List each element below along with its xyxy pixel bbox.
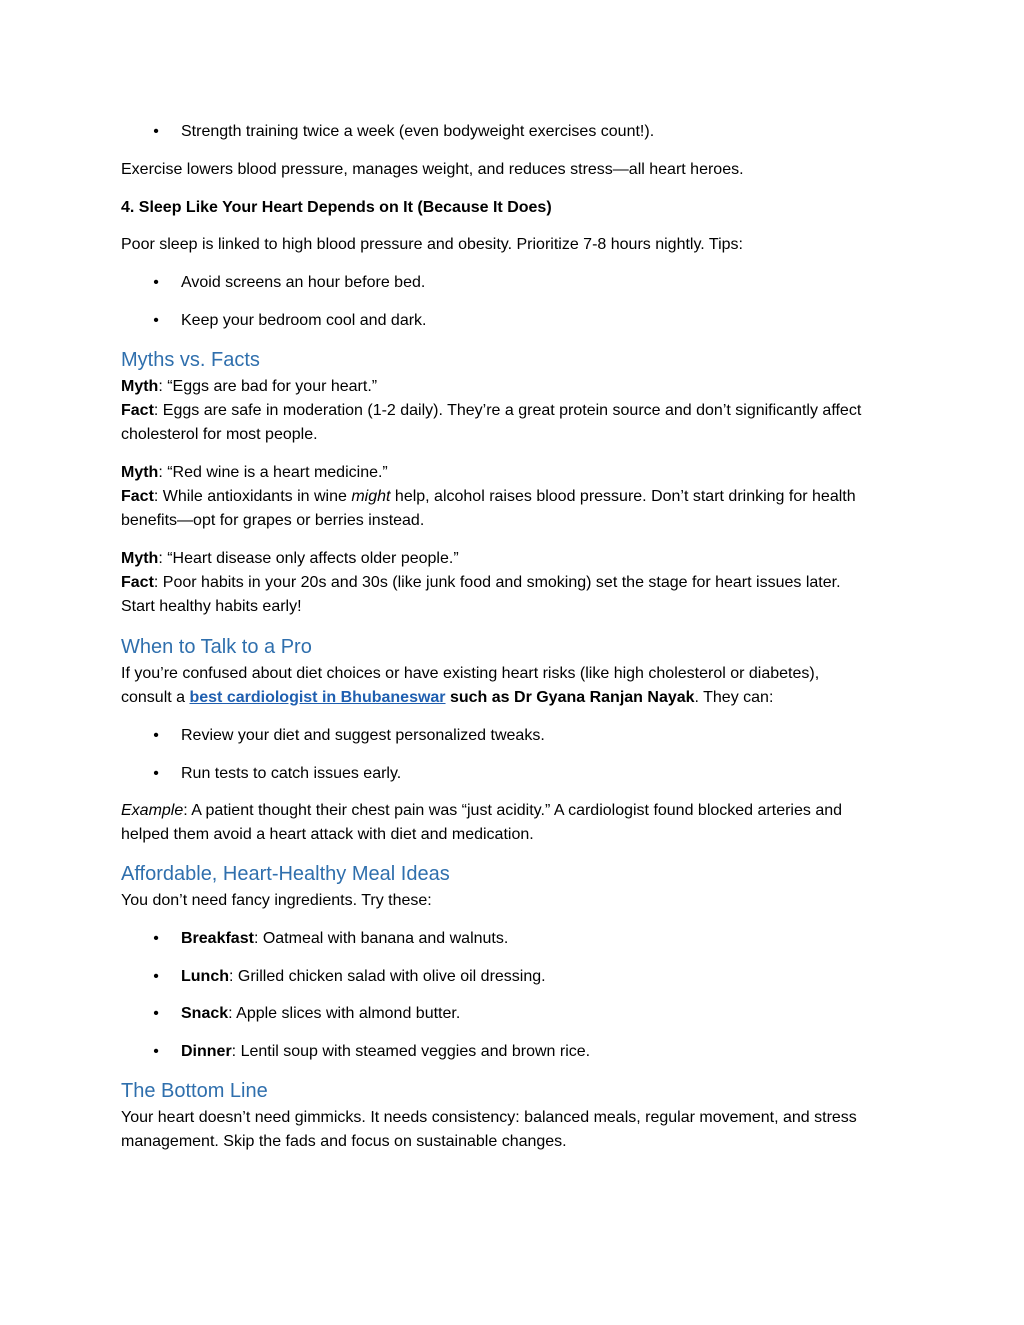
paragraph-line: Exercise lowers blood pressure, manages weight, and reduces stress—all heart heroes.	[121, 161, 744, 178]
fact-text: help, alcohol raises blood pressure. Don’t start drinking for health	[390, 488, 856, 505]
bottom-paragraph	[121, 1106, 911, 1154]
paragraph-line: Poor sleep is linked to high blood pressure and obesity. Prioritize 7-8 hours nightly. Tips:	[121, 236, 743, 253]
exercise-paragraph	[121, 158, 911, 182]
bullet-icon: •	[153, 1043, 159, 1060]
doctor-name: such as Dr Gyana Ranjan Nayak	[445, 689, 695, 706]
paragraph-line: If you’re confused about diet choices or have existing heart risks (like high cholesterol or diabetes),	[121, 665, 820, 682]
bottom-heading: The Bottom Line	[121, 1080, 268, 1102]
fact-text-continued: benefits—opt for grapes or berries instead.	[121, 512, 425, 529]
paragraph-line	[121, 799, 911, 823]
sleep-intro	[121, 233, 911, 257]
list-item-text: Keep your bedroom cool and dark.	[181, 312, 427, 329]
myth-label: Myth	[121, 378, 159, 395]
paragraph-text: : A patient thought their chest pain was “just acidity.” A cardiologist found blocked arteries and	[183, 802, 843, 819]
list-item	[121, 762, 911, 786]
meal-label: Lunch	[181, 968, 229, 985]
list-item-text: Review your diet and suggest personalized tweaks.	[181, 727, 545, 744]
fact-line	[121, 399, 911, 423]
list-item-text	[181, 1002, 460, 1026]
list-item-text: Run tests to catch issues early.	[181, 765, 402, 782]
bullet-icon: •	[153, 1005, 159, 1022]
fact-text: : While antioxidants in wine	[153, 488, 352, 505]
bullet-icon: •	[153, 123, 159, 140]
meals-intro	[121, 889, 911, 913]
list-item-text	[181, 1040, 590, 1064]
fact-line	[121, 571, 911, 595]
sleep-subheading	[121, 196, 911, 220]
fact-text-continued: cholesterol for most people.	[121, 426, 318, 443]
paragraph-line: You don’t need fancy ingredients. Try these:	[121, 892, 432, 909]
myths-heading: Myths vs. Facts	[121, 349, 260, 371]
meal-text: : Apple slices with almond butter.	[228, 1005, 461, 1022]
myth-line	[121, 461, 911, 485]
pro-heading: When to Talk to a Pro	[121, 636, 312, 658]
fact-line	[121, 485, 911, 509]
subheading-text: 4. Sleep Like Your Heart Depends on It (Because It Does)	[121, 199, 552, 216]
meal-text: : Lentil soup with steamed veggies and brown rice.	[231, 1043, 591, 1060]
fact-emphasis: might	[351, 488, 391, 505]
example-paragraph	[121, 799, 911, 847]
list-item-text: Avoid screens an hour before bed.	[181, 274, 426, 291]
myth-block-2	[121, 461, 911, 533]
cardiologist-link[interactable]: best cardiologist in Bhubaneswar	[189, 689, 446, 706]
list-item	[121, 965, 911, 989]
myth-label: Myth	[121, 464, 159, 481]
paragraph-text: consult a	[121, 689, 190, 706]
bullet-icon: •	[153, 727, 159, 744]
meal-text: : Grilled chicken salad with olive oil dressing.	[229, 968, 546, 985]
list-item	[121, 1040, 911, 1064]
list-item-text	[181, 965, 546, 989]
example-label: Example	[121, 802, 184, 819]
paragraph-line: management. Skip the fads and focus on sustainable changes.	[121, 1133, 567, 1150]
fact-label: Fact	[121, 402, 154, 419]
fact-label: Fact	[121, 574, 154, 591]
list-item	[121, 309, 911, 333]
fact-text-continued: Start healthy habits early!	[121, 598, 302, 615]
fact-text: : Eggs are safe in moderation (1-2 daily). They’re a great protein source and don’t significantly affect	[153, 402, 862, 419]
bullet-icon: •	[153, 765, 159, 782]
meals-heading: Affordable, Heart-Healthy Meal Ideas	[121, 863, 450, 885]
paragraph-line	[121, 686, 911, 710]
fact-text: : Poor habits in your 20s and 30s (like junk food and smoking) set the stage for heart issues later.	[153, 574, 841, 591]
meal-label: Snack	[181, 1005, 229, 1022]
list-item	[121, 927, 911, 951]
bullet-icon: •	[153, 968, 159, 985]
paragraph-line: Your heart doesn’t need gimmicks. It needs consistency: balanced meals, regular movement, and stress	[121, 1109, 857, 1126]
list-item	[121, 120, 911, 144]
myth-label: Myth	[121, 550, 159, 567]
meal-label: Dinner	[181, 1043, 232, 1060]
paragraph-text: . They can:	[694, 689, 774, 706]
list-item	[121, 271, 911, 295]
bullet-icon: •	[153, 274, 159, 291]
meal-text: : Oatmeal with banana and walnuts.	[253, 930, 509, 947]
bullet-icon: •	[153, 312, 159, 329]
list-item-text: Strength training twice a week (even bodyweight exercises count!).	[181, 123, 655, 140]
meal-label: Breakfast	[181, 930, 254, 947]
list-item-text	[181, 927, 508, 951]
myth-text: : “Heart disease only affects older people.”	[158, 550, 459, 567]
myth-block-1	[121, 375, 911, 447]
fact-label: Fact	[121, 488, 154, 505]
pro-paragraph	[121, 662, 911, 710]
list-item	[121, 1002, 911, 1026]
myth-line	[121, 375, 911, 399]
myth-line	[121, 547, 911, 571]
myth-block-3	[121, 547, 911, 619]
bullet-icon: •	[153, 930, 159, 947]
list-item	[121, 724, 911, 748]
myth-text: : “Red wine is a heart medicine.”	[158, 464, 388, 481]
paragraph-line: helped them avoid a heart attack with diet and medication.	[121, 826, 534, 843]
myth-text: : “Eggs are bad for your heart.”	[158, 378, 378, 395]
